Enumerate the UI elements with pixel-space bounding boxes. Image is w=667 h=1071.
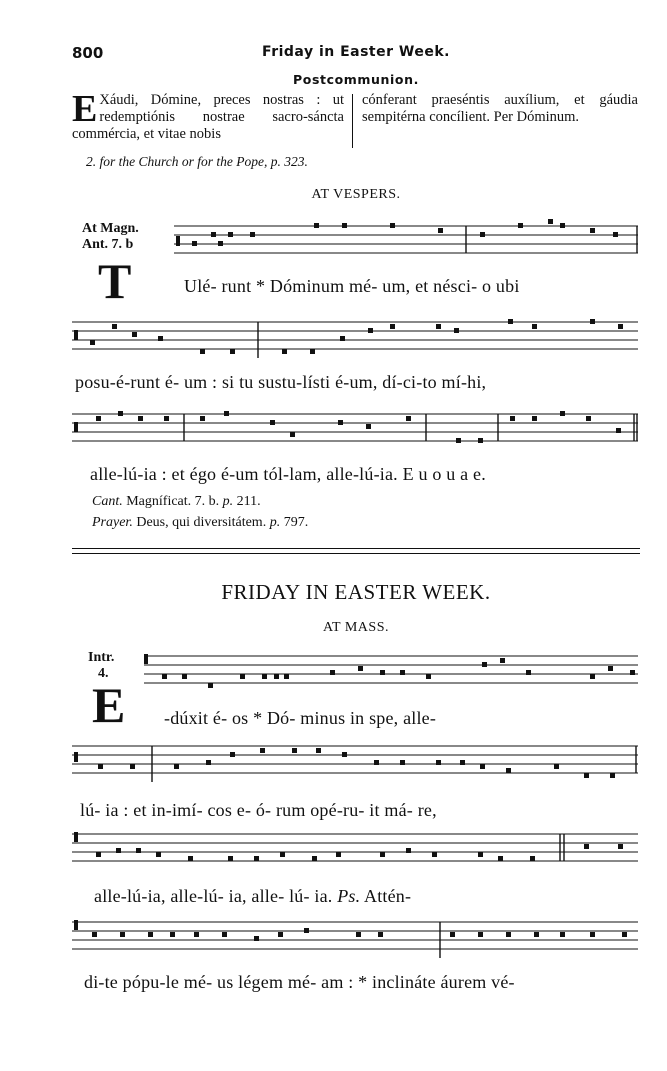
cant-line [92, 494, 261, 510]
prayer-page-label: p. [269, 515, 281, 530]
intr-lyric-1: -dúxit é- os * Dó- minus in spe, alle- [164, 708, 437, 728]
psalm-label: Ps. [337, 886, 361, 906]
intr-initial: E [92, 677, 126, 733]
vespers-label-line1: At Magn. [82, 221, 139, 236]
vespers-label-line2: Ant. 7. b [82, 237, 134, 252]
prayer-label: Prayer. [92, 515, 133, 530]
intr-staff-4 [70, 918, 640, 962]
friday-title: FRIDAY IN EASTER WEEK. [221, 580, 491, 604]
vespers-title: AT VESPERS. [311, 187, 401, 202]
postcommunion-initial: E [72, 88, 98, 130]
vespers-staff-2 [70, 318, 640, 358]
cant-page-label: p. [222, 494, 234, 509]
postcommunion-left-column [72, 88, 344, 143]
vespers-staff-3 [70, 410, 640, 454]
intr-lyric-3 [94, 886, 411, 907]
cant-text: Magníficat. 7. b. [126, 494, 220, 509]
vespers-lyric-2: posu-é-runt é- um : si tu sustu-lísti é-um, dí-ci-to mí-hi, [75, 372, 487, 392]
postcommunion-note: 2. for the Church or for the Pope, p. 323. [86, 154, 308, 169]
intr-staff-2 [70, 742, 640, 786]
intr-staff-3 [70, 830, 640, 874]
prayer-line [92, 515, 308, 531]
postcommunion-right-column: cónferant praeséntis auxílium, et gáudia sempitérna concílient. Per Dóminum. [362, 92, 638, 125]
vespers-lyric-1: Ulé- runt * Dóminum mé- um, et nésci- o ubi [184, 276, 520, 296]
cant-page: 211. [236, 494, 261, 509]
prayer-page: 797. [283, 515, 309, 530]
vespers-lyric-3: alle-lú-ia : et égo é-um tól-lam, alle-lú-ia. E u o u a e. [90, 464, 486, 484]
running-title: Friday in Easter Week. [262, 44, 450, 60]
intr-mode: 4. [98, 666, 109, 681]
intr-lyric-3-text: alle-lú-ia, alle-lú- ia, alle- lú- ia. [94, 886, 333, 906]
section-rule-top [72, 548, 640, 549]
vespers-staff-1 [70, 222, 640, 262]
at-mass-title: AT MASS. [323, 620, 389, 635]
cant-label: Cant. [92, 494, 123, 509]
intr-label: Intr. [88, 650, 115, 665]
postcommunion-left-text: Xáudi, Dómine, preces nostras : ut redemptiónis nostrae sacro-sáncta commércia, et vitae nobis [72, 92, 344, 142]
postcommunion-title: Postcommunion. [293, 72, 419, 87]
section-rule-bottom [72, 553, 640, 554]
page-number: 800 [72, 44, 104, 62]
intr-staff-1 [70, 652, 640, 696]
page-header [72, 44, 640, 66]
intr-lyric-4: di-te pópu-le mé- us légem mé- am : * inclináte áurem vé- [84, 972, 515, 992]
prayer-text: Deus, qui diversitátem. [136, 515, 267, 530]
column-separator [352, 94, 353, 148]
vespers-initial: T [98, 253, 132, 309]
intr-lyric-3-tail: Attén- [364, 886, 412, 906]
intr-lyric-2: lú- ia : et in-imí- cos e- ó- rum opé-ru- it má- re, [80, 800, 437, 820]
